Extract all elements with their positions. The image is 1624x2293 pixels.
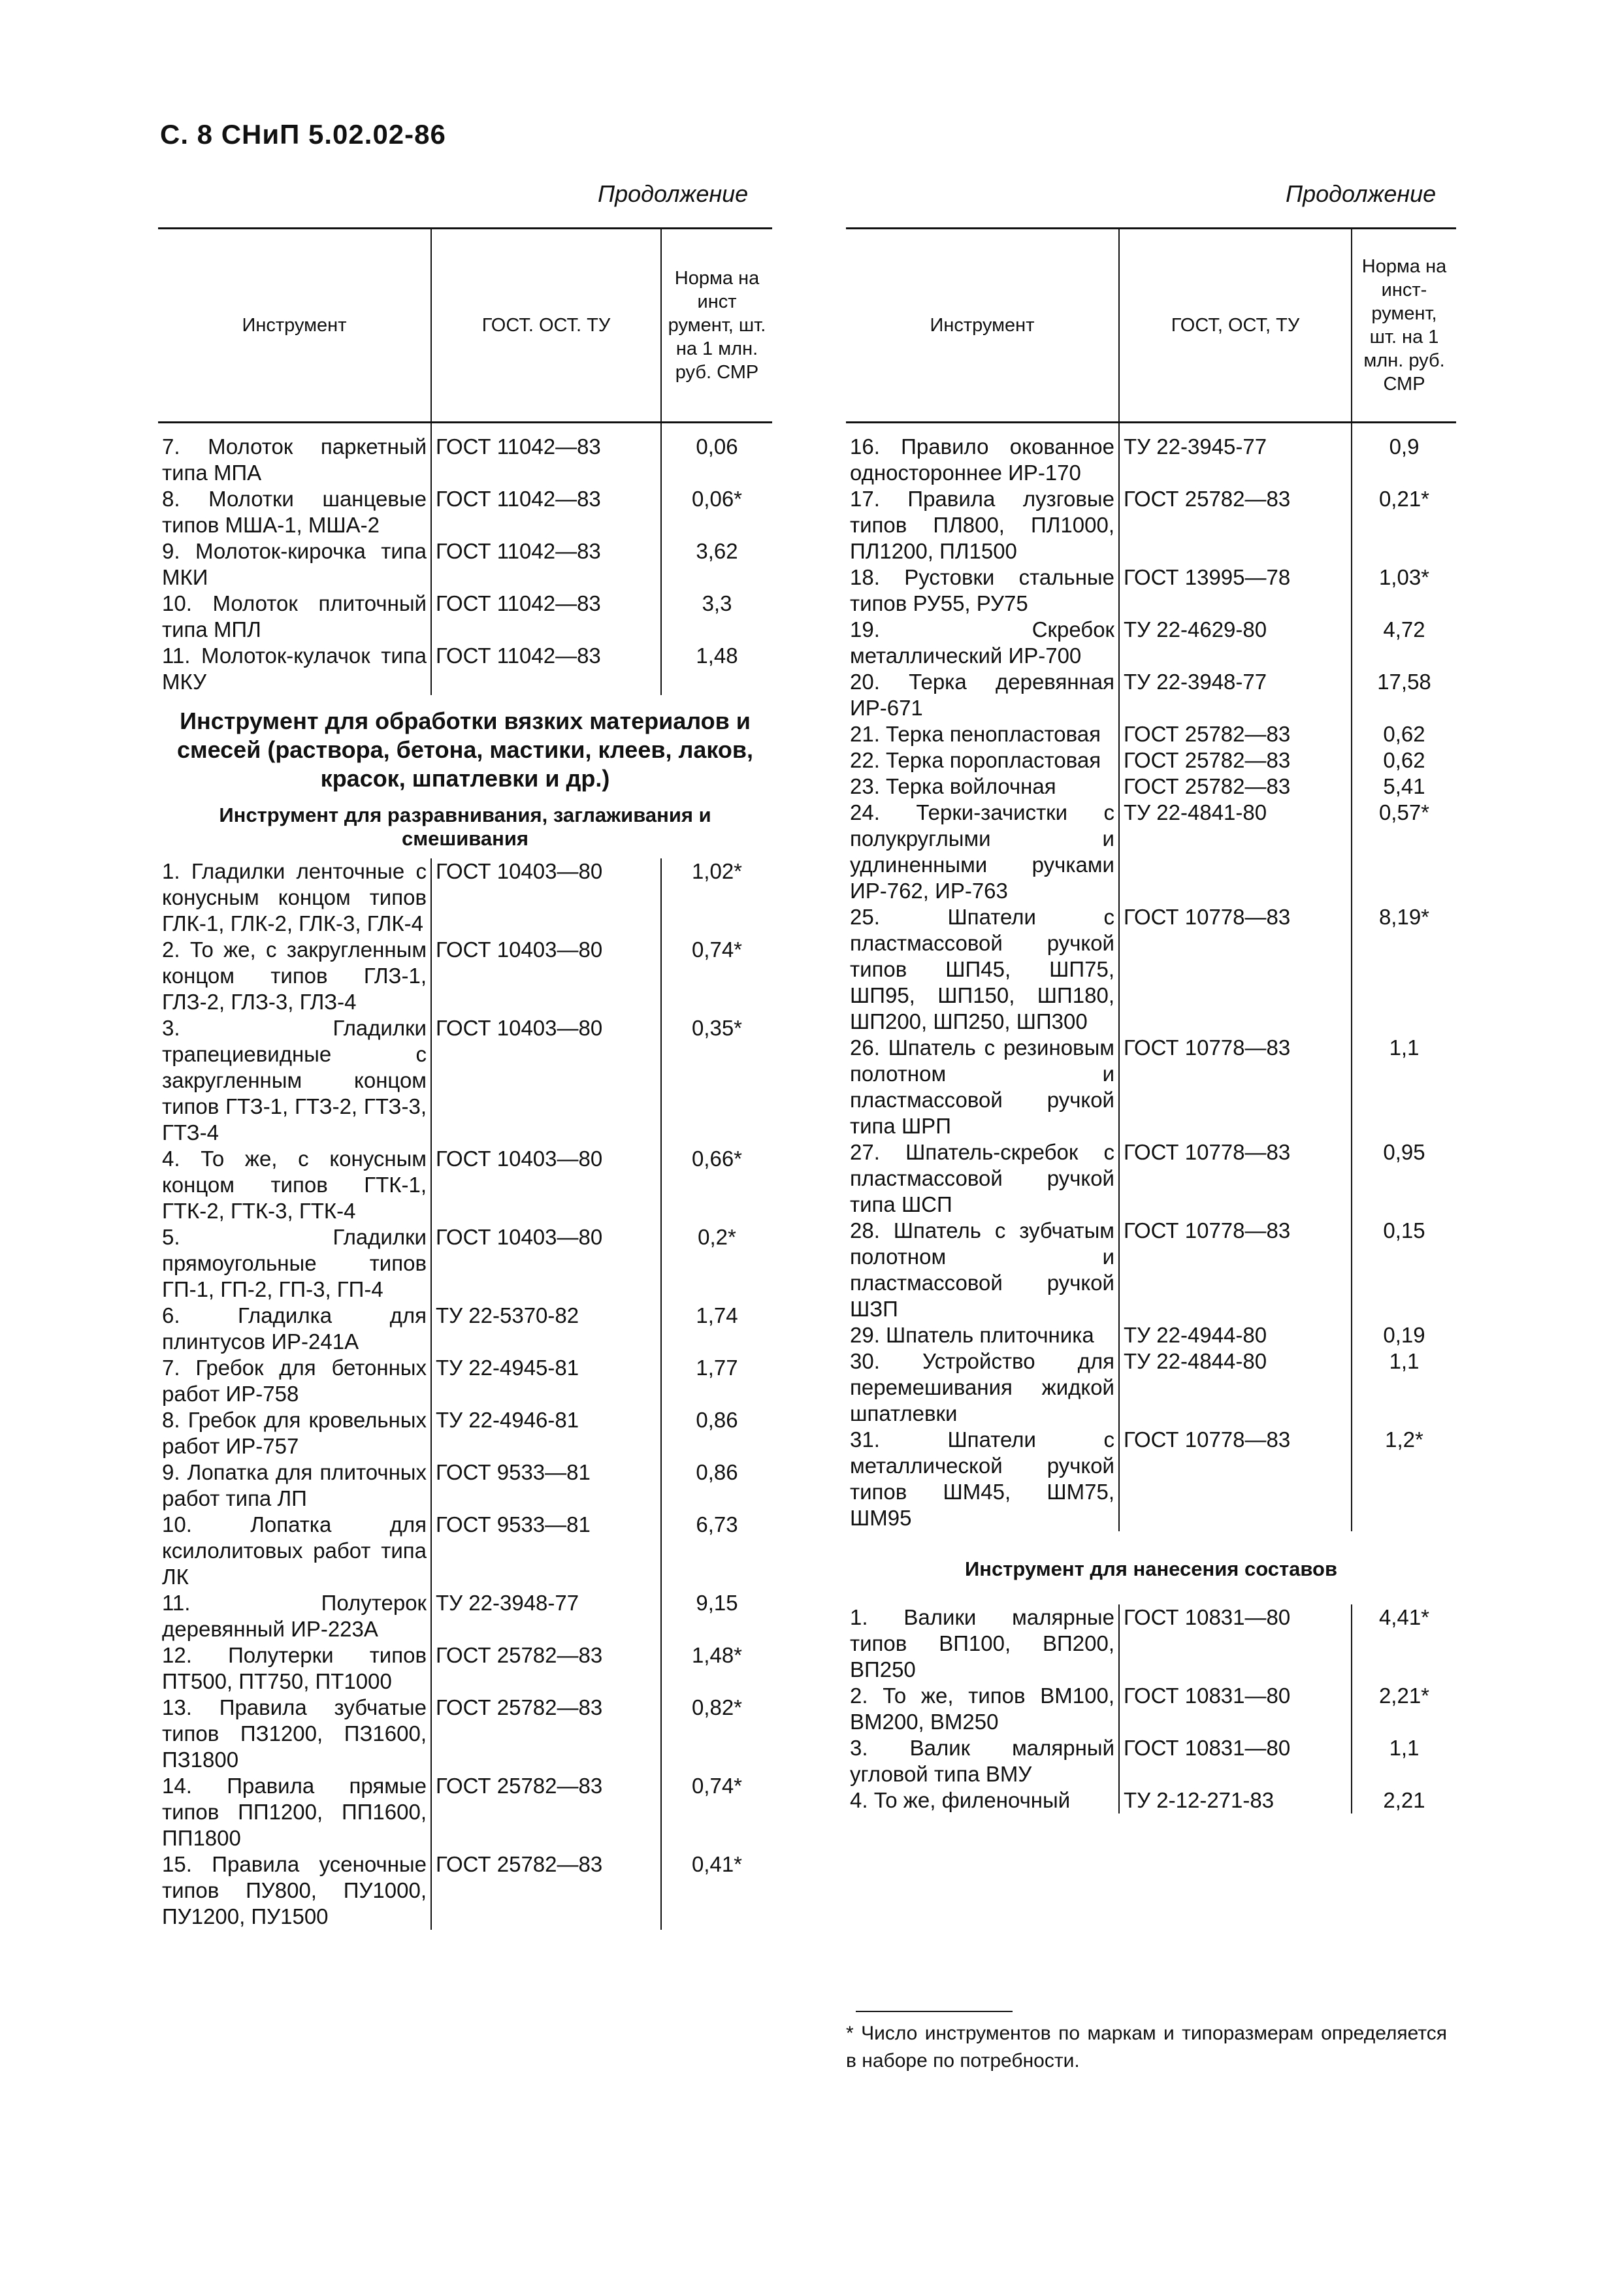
row-number: 7. — [162, 434, 180, 459]
instrument-name: Гладилки трапециевидные с закругленным концом типов ГТЗ-1, ГТЗ-2, ГТЗ-3, ГТЗ-4 — [162, 1016, 427, 1145]
right-table — [846, 227, 1456, 1813]
table-row — [158, 1015, 772, 1146]
instrument-name: Гладилки прямоугольные типов ГП-1, ГП-2, ГП-3, ГП-4 — [162, 1225, 427, 1301]
standard-cell: ГОСТ 10778—83 — [1119, 1218, 1352, 1322]
standard-cell: ТУ 22-5370-82 — [431, 1303, 661, 1355]
instrument-name: Гладилка для плинтусов ИР-241А — [162, 1303, 427, 1354]
instrument-cell — [158, 937, 431, 1015]
instrument-cell — [158, 1355, 431, 1407]
row-number: 31. — [850, 1427, 880, 1452]
norm-cell: 3,3 — [702, 591, 732, 615]
instrument-name: Правила прямые типов ПП1200, ПП1600, ПП1800 — [162, 1774, 427, 1850]
right-section — [846, 1531, 1456, 1604]
norm-cell: 0,21* — [1378, 487, 1430, 511]
instrument-name: Терка поропластовая — [886, 748, 1101, 772]
table-row — [846, 1604, 1456, 1683]
instrument-cell — [846, 747, 1119, 773]
norm-cell: 1,48 — [696, 643, 738, 668]
norm-cell: 2,21 — [1383, 1788, 1425, 1812]
norm-cell: 17,58 — [1377, 670, 1431, 694]
right-rows-a — [846, 423, 1456, 1532]
row-number: 26. — [850, 1035, 880, 1060]
row-number: 7. — [162, 1356, 180, 1380]
norm-cell: 1,74 — [696, 1303, 738, 1327]
instrument-cell — [158, 1224, 431, 1303]
instrument-cell — [158, 1303, 431, 1355]
norm-cell: 1,1 — [1389, 1349, 1420, 1373]
instrument-name: Валик малярный угловой типа ВМУ — [850, 1736, 1114, 1786]
row-number: 14. — [162, 1774, 192, 1798]
instrument-name: Молоток плиточный типа МПЛ — [162, 591, 427, 642]
row-number: 30. — [850, 1349, 880, 1373]
standard-cell: ГОСТ 10403—80 — [431, 1224, 661, 1303]
standard-cell: ГОСТ 11042—83 — [431, 423, 661, 487]
row-number: 4. — [162, 1146, 180, 1171]
instrument-cell — [158, 643, 431, 695]
norm-cell: 1,77 — [696, 1356, 738, 1380]
instrument-name: Полутерки типов ПТ500, ПТ750, ПТ1000 — [162, 1643, 427, 1693]
instrument-name: Терка пенопластовая — [886, 722, 1101, 746]
instrument-name: Рустовки стальные типов РУ55, РУ75 — [850, 565, 1114, 615]
instrument-name: Правила усеночные типов ПУ800, ПУ1000, ПУ1200, ПУ1500 — [162, 1852, 427, 1928]
standard-cell: ГОСТ 9533—81 — [431, 1512, 661, 1590]
left-table — [158, 227, 772, 1930]
footnote: * Число инструментов по маркам и типоразмерам определяется в наборе по потребности. — [846, 2023, 1447, 2072]
standard-cell: ГОСТ 10403—80 — [431, 1015, 661, 1146]
standard-cell: ТУ 22-3948-77 — [1119, 669, 1352, 721]
standard-cell: ГОСТ 9533—81 — [431, 1459, 661, 1512]
standard-cell: ГОСТ 10403—80 — [431, 937, 661, 1015]
row-number: 24. — [850, 800, 880, 824]
table-row — [846, 773, 1456, 800]
table-row — [158, 538, 772, 591]
instrument-cell — [158, 1642, 431, 1695]
standard-cell: ТУ 22-4841-80 — [1119, 800, 1352, 904]
norm-cell: 0,62 — [1383, 748, 1425, 772]
table-row — [158, 486, 772, 538]
table-row — [158, 858, 772, 937]
row-number: 6. — [162, 1303, 180, 1327]
standard-cell: ГОСТ 10778—83 — [1119, 1427, 1352, 1531]
instrument-cell — [846, 669, 1119, 721]
table-row — [846, 1348, 1456, 1427]
instrument-name: Полутерок деревянный ИР-223А — [162, 1591, 427, 1641]
table-row — [846, 1787, 1456, 1813]
table-row — [158, 1851, 772, 1930]
instrument-cell — [158, 1146, 431, 1224]
instrument-cell — [846, 486, 1119, 564]
instrument-name: То же, с закругленным концом типов ГЛЗ-1, ГЛЗ-2, ГЛЗ-3, ГЛЗ-4 — [162, 937, 427, 1014]
standard-cell: ГОСТ 10403—80 — [431, 1146, 661, 1224]
row-number: 28. — [850, 1218, 880, 1243]
table-row — [846, 1427, 1456, 1531]
instrument-cell — [158, 1773, 431, 1851]
row-number: 29. — [850, 1323, 880, 1347]
standard-cell: ГОСТ 11042—83 — [431, 643, 661, 695]
norm-cell: 5,41 — [1383, 774, 1425, 798]
standard-cell: ГОСТ 10778—83 — [1119, 1035, 1352, 1139]
row-number: 3. — [850, 1736, 868, 1760]
row-number: 25. — [850, 905, 880, 929]
standard-cell: ГОСТ 11042—83 — [431, 538, 661, 591]
row-number: 10. — [162, 591, 192, 615]
table-row — [158, 1695, 772, 1773]
norm-cell: 0,95 — [1383, 1140, 1425, 1164]
row-number: 20. — [850, 670, 880, 694]
standard-cell: ГОСТ 25782—83 — [431, 1695, 661, 1773]
instrument-name: Гладилки ленточные с конусным концом типов ГЛК-1, ГЛК-2, ГЛК-3, ГЛК-4 — [162, 859, 427, 935]
row-number: 2. — [162, 937, 180, 962]
subsection-heading-leveling: Инструмент для разравнивания, заглаживания и смешивания — [219, 804, 711, 850]
norm-cell: 0,57* — [1378, 800, 1430, 824]
norm-cell: 1,1 — [1389, 1736, 1420, 1760]
table-row — [158, 1642, 772, 1695]
row-number: 18. — [850, 565, 880, 589]
standard-cell: ГОСТ 10403—80 — [431, 858, 661, 937]
norm-cell: 3,62 — [696, 539, 738, 563]
standard-cell: ГОСТ 25782—83 — [1119, 747, 1352, 773]
standard-cell: ГОСТ 10778—83 — [1119, 904, 1352, 1035]
norm-cell: 0,66* — [691, 1146, 743, 1171]
row-number: 10. — [162, 1512, 192, 1537]
table-row — [846, 1139, 1456, 1218]
instrument-cell — [158, 1015, 431, 1146]
table-row — [158, 1407, 772, 1459]
row-number: 9. — [162, 1460, 180, 1484]
right-rows-b — [846, 1604, 1456, 1813]
table-row — [158, 1773, 772, 1851]
section-heading-application: Инструмент для нанесения составов — [964, 1557, 1338, 1580]
norm-cell: 4,41* — [1378, 1605, 1430, 1629]
norm-cell: 0,62 — [1383, 722, 1425, 746]
row-number: 23. — [850, 774, 880, 798]
standard-cell: ГОСТ 25782—83 — [1119, 773, 1352, 800]
row-number: 22. — [850, 748, 880, 772]
continuation-label-right: Продолжение — [1286, 180, 1437, 207]
norm-cell: 0,41* — [691, 1852, 743, 1876]
standard-cell: ГОСТ 10778—83 — [1119, 1139, 1352, 1218]
standard-cell: ГОСТ 25782—83 — [431, 1851, 661, 1930]
standard-cell: ГОСТ 10831—80 — [1119, 1735, 1352, 1787]
table-row — [158, 1459, 772, 1512]
norm-cell: 8,19* — [1378, 905, 1430, 929]
instrument-name: Молоток-кулачок типа МКУ — [162, 643, 427, 694]
instrument-name: Валики малярные типов ВП100, ВП200, ВП250 — [850, 1605, 1114, 1682]
norm-cell: 0,15 — [1383, 1218, 1425, 1243]
standard-cell: ГОСТ 11042—83 — [431, 591, 661, 643]
table-row — [846, 1322, 1456, 1348]
instrument-cell — [846, 721, 1119, 747]
table-row — [846, 617, 1456, 669]
standard-cell: ГОСТ 13995—78 — [1119, 564, 1352, 617]
instrument-name: Устройство для перемешивания жидкой шпатлевки — [850, 1349, 1115, 1425]
norm-cell: 2,21* — [1378, 1683, 1430, 1708]
col-header-instrument: Инструмент — [158, 229, 431, 423]
table-row — [846, 800, 1456, 904]
norm-cell: 1,03* — [1378, 565, 1430, 589]
standard-cell: ГОСТ 25782—83 — [431, 1642, 661, 1695]
instrument-name: Лопатка для плиточных работ типа ЛП — [162, 1460, 427, 1510]
instrument-name: Правила лузговые типов ПЛ800, ПЛ1000, ПЛ1200, ПЛ1500 — [850, 487, 1114, 563]
row-number: 8. — [162, 1408, 180, 1432]
table-row — [158, 1224, 772, 1303]
instrument-cell — [158, 1695, 431, 1773]
table-row — [846, 564, 1456, 617]
instrument-name: Скребок металлический ИР-700 — [850, 617, 1114, 668]
instrument-cell — [846, 1322, 1119, 1348]
row-number: 4. — [850, 1788, 868, 1812]
instrument-cell — [158, 423, 431, 487]
instrument-cell — [158, 858, 431, 937]
instrument-cell — [846, 1683, 1119, 1735]
row-number: 27. — [850, 1140, 880, 1164]
instrument-name: Молотки шанцевые типов МША-1, МША-2 — [162, 487, 427, 537]
norm-cell: 0,9 — [1389, 434, 1420, 459]
instrument-name: Шпатель плиточника — [886, 1323, 1094, 1347]
instrument-name: Шпатель с резиновым полотном и пластмассовой ручкой типа ШРП — [850, 1035, 1114, 1138]
left-rows-b — [158, 858, 772, 1930]
table-row — [158, 1355, 772, 1407]
instrument-cell — [158, 1407, 431, 1459]
row-number: 11. — [162, 1591, 191, 1615]
standard-cell: ГОСТ 10831—80 — [1119, 1604, 1352, 1683]
page-header: С. 8 СНиП 5.02.02-86 — [160, 119, 446, 150]
norm-cell: 0,82* — [691, 1695, 743, 1719]
standard-cell: ТУ 22-3945-77 — [1119, 423, 1352, 487]
left-section — [158, 695, 772, 858]
instrument-name: То же, типов ВМ100, ВМ200, ВМ250 — [850, 1683, 1114, 1734]
row-number: 13. — [162, 1695, 192, 1719]
row-number: 1. — [850, 1605, 868, 1629]
col-header-instrument: Инструмент — [846, 229, 1119, 423]
instrument-cell — [846, 1218, 1119, 1322]
table-row — [846, 1035, 1456, 1139]
table-row — [846, 1218, 1456, 1322]
norm-cell: 0,06 — [696, 434, 738, 459]
norm-cell: 0,74* — [691, 937, 743, 962]
row-number: 15. — [162, 1852, 192, 1876]
instrument-cell — [846, 904, 1119, 1035]
section-heading-viscous: Инструмент для обработки вязких материалов и смесей (раствора, бетона, мастики, клеев, лаков, красок, шпатлевки и др.) — [176, 707, 754, 792]
instrument-cell — [158, 1590, 431, 1642]
instrument-cell — [846, 1427, 1119, 1531]
row-number: 11. — [162, 643, 191, 668]
norm-cell: 0,19 — [1383, 1323, 1425, 1347]
instrument-cell — [846, 423, 1119, 487]
table-row — [158, 423, 772, 487]
table-row — [158, 1590, 772, 1642]
instrument-cell — [846, 1604, 1119, 1683]
col-header-norm: Норма на инст-румент, шт. на 1 млн. руб. СМР — [1352, 229, 1456, 423]
standard-cell: ТУ 22-3948-77 — [431, 1590, 661, 1642]
instrument-name: Шпатели с металлической ручкой типов ШМ45, ШМ75, ШМ95 — [850, 1427, 1114, 1530]
instrument-name: Терка войлочная — [886, 774, 1056, 798]
instrument-cell — [158, 538, 431, 591]
row-number: 8. — [162, 487, 180, 511]
instrument-cell — [846, 1787, 1119, 1813]
standard-cell: ТУ 22-4629-80 — [1119, 617, 1352, 669]
continuation-label-left: Продолжение — [598, 180, 749, 207]
row-number: 16. — [850, 434, 880, 459]
instrument-name: Шпатели с пластмассовой ручкой типов ШП45, ШП75, ШП95, ШП150, ШП180, ШП200, ШП250, ШП300 — [850, 905, 1114, 1033]
table-row — [846, 486, 1456, 564]
norm-cell: 0,74* — [691, 1774, 743, 1798]
instrument-name: Терка деревянная ИР-671 — [850, 670, 1114, 720]
row-number: 1. — [162, 859, 180, 883]
instrument-name: Молоток паркетный типа МПА — [162, 434, 427, 485]
row-number: 3. — [162, 1016, 180, 1040]
right-table-container — [846, 227, 1456, 1813]
table-row — [846, 669, 1456, 721]
table-row — [158, 1512, 772, 1590]
instrument-name: Гребок для кровельных работ ИР-757 — [162, 1408, 427, 1458]
norm-cell: 1,02* — [691, 859, 743, 883]
row-number: 17. — [850, 487, 880, 511]
instrument-cell — [846, 1348, 1119, 1427]
instrument-cell — [158, 486, 431, 538]
norm-cell: 0,86 — [696, 1408, 738, 1432]
table-row — [846, 747, 1456, 773]
instrument-cell — [158, 591, 431, 643]
left-rows-a — [158, 423, 772, 696]
instrument-name: Шпатель с зубчатым полотном и пластмассовой ручкой ШЗП — [850, 1218, 1114, 1321]
standard-cell: ТУ 22-4944-80 — [1119, 1322, 1352, 1348]
instrument-cell — [846, 1139, 1119, 1218]
left-table-container — [158, 227, 772, 1930]
instrument-cell — [158, 1851, 431, 1930]
instrument-cell — [846, 564, 1119, 617]
instrument-cell — [846, 773, 1119, 800]
standard-cell: ТУ 22-4945-81 — [431, 1355, 661, 1407]
standard-cell: ГОСТ 25782—83 — [1119, 486, 1352, 564]
instrument-cell — [846, 1735, 1119, 1787]
instrument-name: Терки-зачистки с полукруглыми и удлиненными ручками ИР-762, ИР-763 — [850, 800, 1114, 903]
row-number: 19. — [850, 617, 880, 642]
instrument-cell — [846, 1035, 1119, 1139]
norm-cell: 4,72 — [1383, 617, 1425, 642]
instrument-cell — [158, 1512, 431, 1590]
instrument-name: Правила зубчатые типов ПЗ1200, ПЗ1600, ПЗ1800 — [162, 1695, 427, 1772]
row-number: 5. — [162, 1225, 180, 1249]
standard-cell: ГОСТ 11042—83 — [431, 486, 661, 538]
table-row — [846, 721, 1456, 747]
footnote-rule — [856, 2011, 1013, 2012]
table-row — [158, 643, 772, 695]
table-row — [846, 1735, 1456, 1787]
standard-cell: ГОСТ 10831—80 — [1119, 1683, 1352, 1735]
standard-cell: ГОСТ 25782—83 — [431, 1773, 661, 1851]
table-row — [846, 1683, 1456, 1735]
standard-cell: ТУ 22-4946-81 — [431, 1407, 661, 1459]
norm-cell: 0,06* — [691, 487, 743, 511]
row-number: 21. — [850, 722, 880, 746]
instrument-name: Лопатка для ксилолитовых работ типа ЛК — [162, 1512, 427, 1589]
norm-cell: 0,35* — [691, 1016, 743, 1040]
norm-cell: 1,2* — [1385, 1427, 1423, 1452]
norm-cell: 0,86 — [696, 1460, 738, 1484]
norm-cell: 1,1 — [1389, 1035, 1420, 1060]
norm-cell: 0,2* — [698, 1225, 736, 1249]
table-row — [158, 1303, 772, 1355]
instrument-cell — [846, 617, 1119, 669]
standard-cell: ГОСТ 25782—83 — [1119, 721, 1352, 747]
instrument-name: Молоток-кирочка типа МКИ — [162, 539, 427, 589]
table-row — [158, 1146, 772, 1224]
instrument-name: То же, филеночный — [873, 1788, 1071, 1812]
instrument-name: Гребок для бетонных работ ИР-758 — [162, 1356, 427, 1406]
instrument-name: Правило окованное одностороннее ИР-170 — [850, 434, 1114, 485]
table-row — [158, 591, 772, 643]
col-header-gost: ГОСТ, ОСТ, ТУ — [1119, 229, 1352, 423]
norm-cell: 9,15 — [696, 1591, 738, 1615]
col-header-gost: ГОСТ. ОСТ. ТУ — [431, 229, 661, 423]
col-header-norm: Норма на инст румент, шт. на 1 млн. руб. СМР — [661, 229, 772, 423]
standard-cell: ТУ 22-4844-80 — [1119, 1348, 1352, 1427]
row-number: 9. — [162, 539, 180, 563]
instrument-cell — [158, 1459, 431, 1512]
row-number: 12. — [162, 1643, 192, 1667]
row-number: 2. — [850, 1683, 868, 1708]
norm-cell: 1,48* — [691, 1643, 743, 1667]
table-row — [846, 423, 1456, 487]
table-row — [158, 937, 772, 1015]
instrument-name: Шпатель-скребок с пластмассовой ручкой типа ШСП — [850, 1140, 1114, 1216]
instrument-name: То же, с конусным концом типов ГТК-1, ГТК-2, ГТК-3, ГТК-4 — [162, 1146, 427, 1223]
instrument-cell — [846, 800, 1119, 904]
standard-cell: ТУ 2-12-271-83 — [1119, 1787, 1352, 1813]
table-row — [846, 904, 1456, 1035]
norm-cell: 6,73 — [696, 1512, 738, 1537]
